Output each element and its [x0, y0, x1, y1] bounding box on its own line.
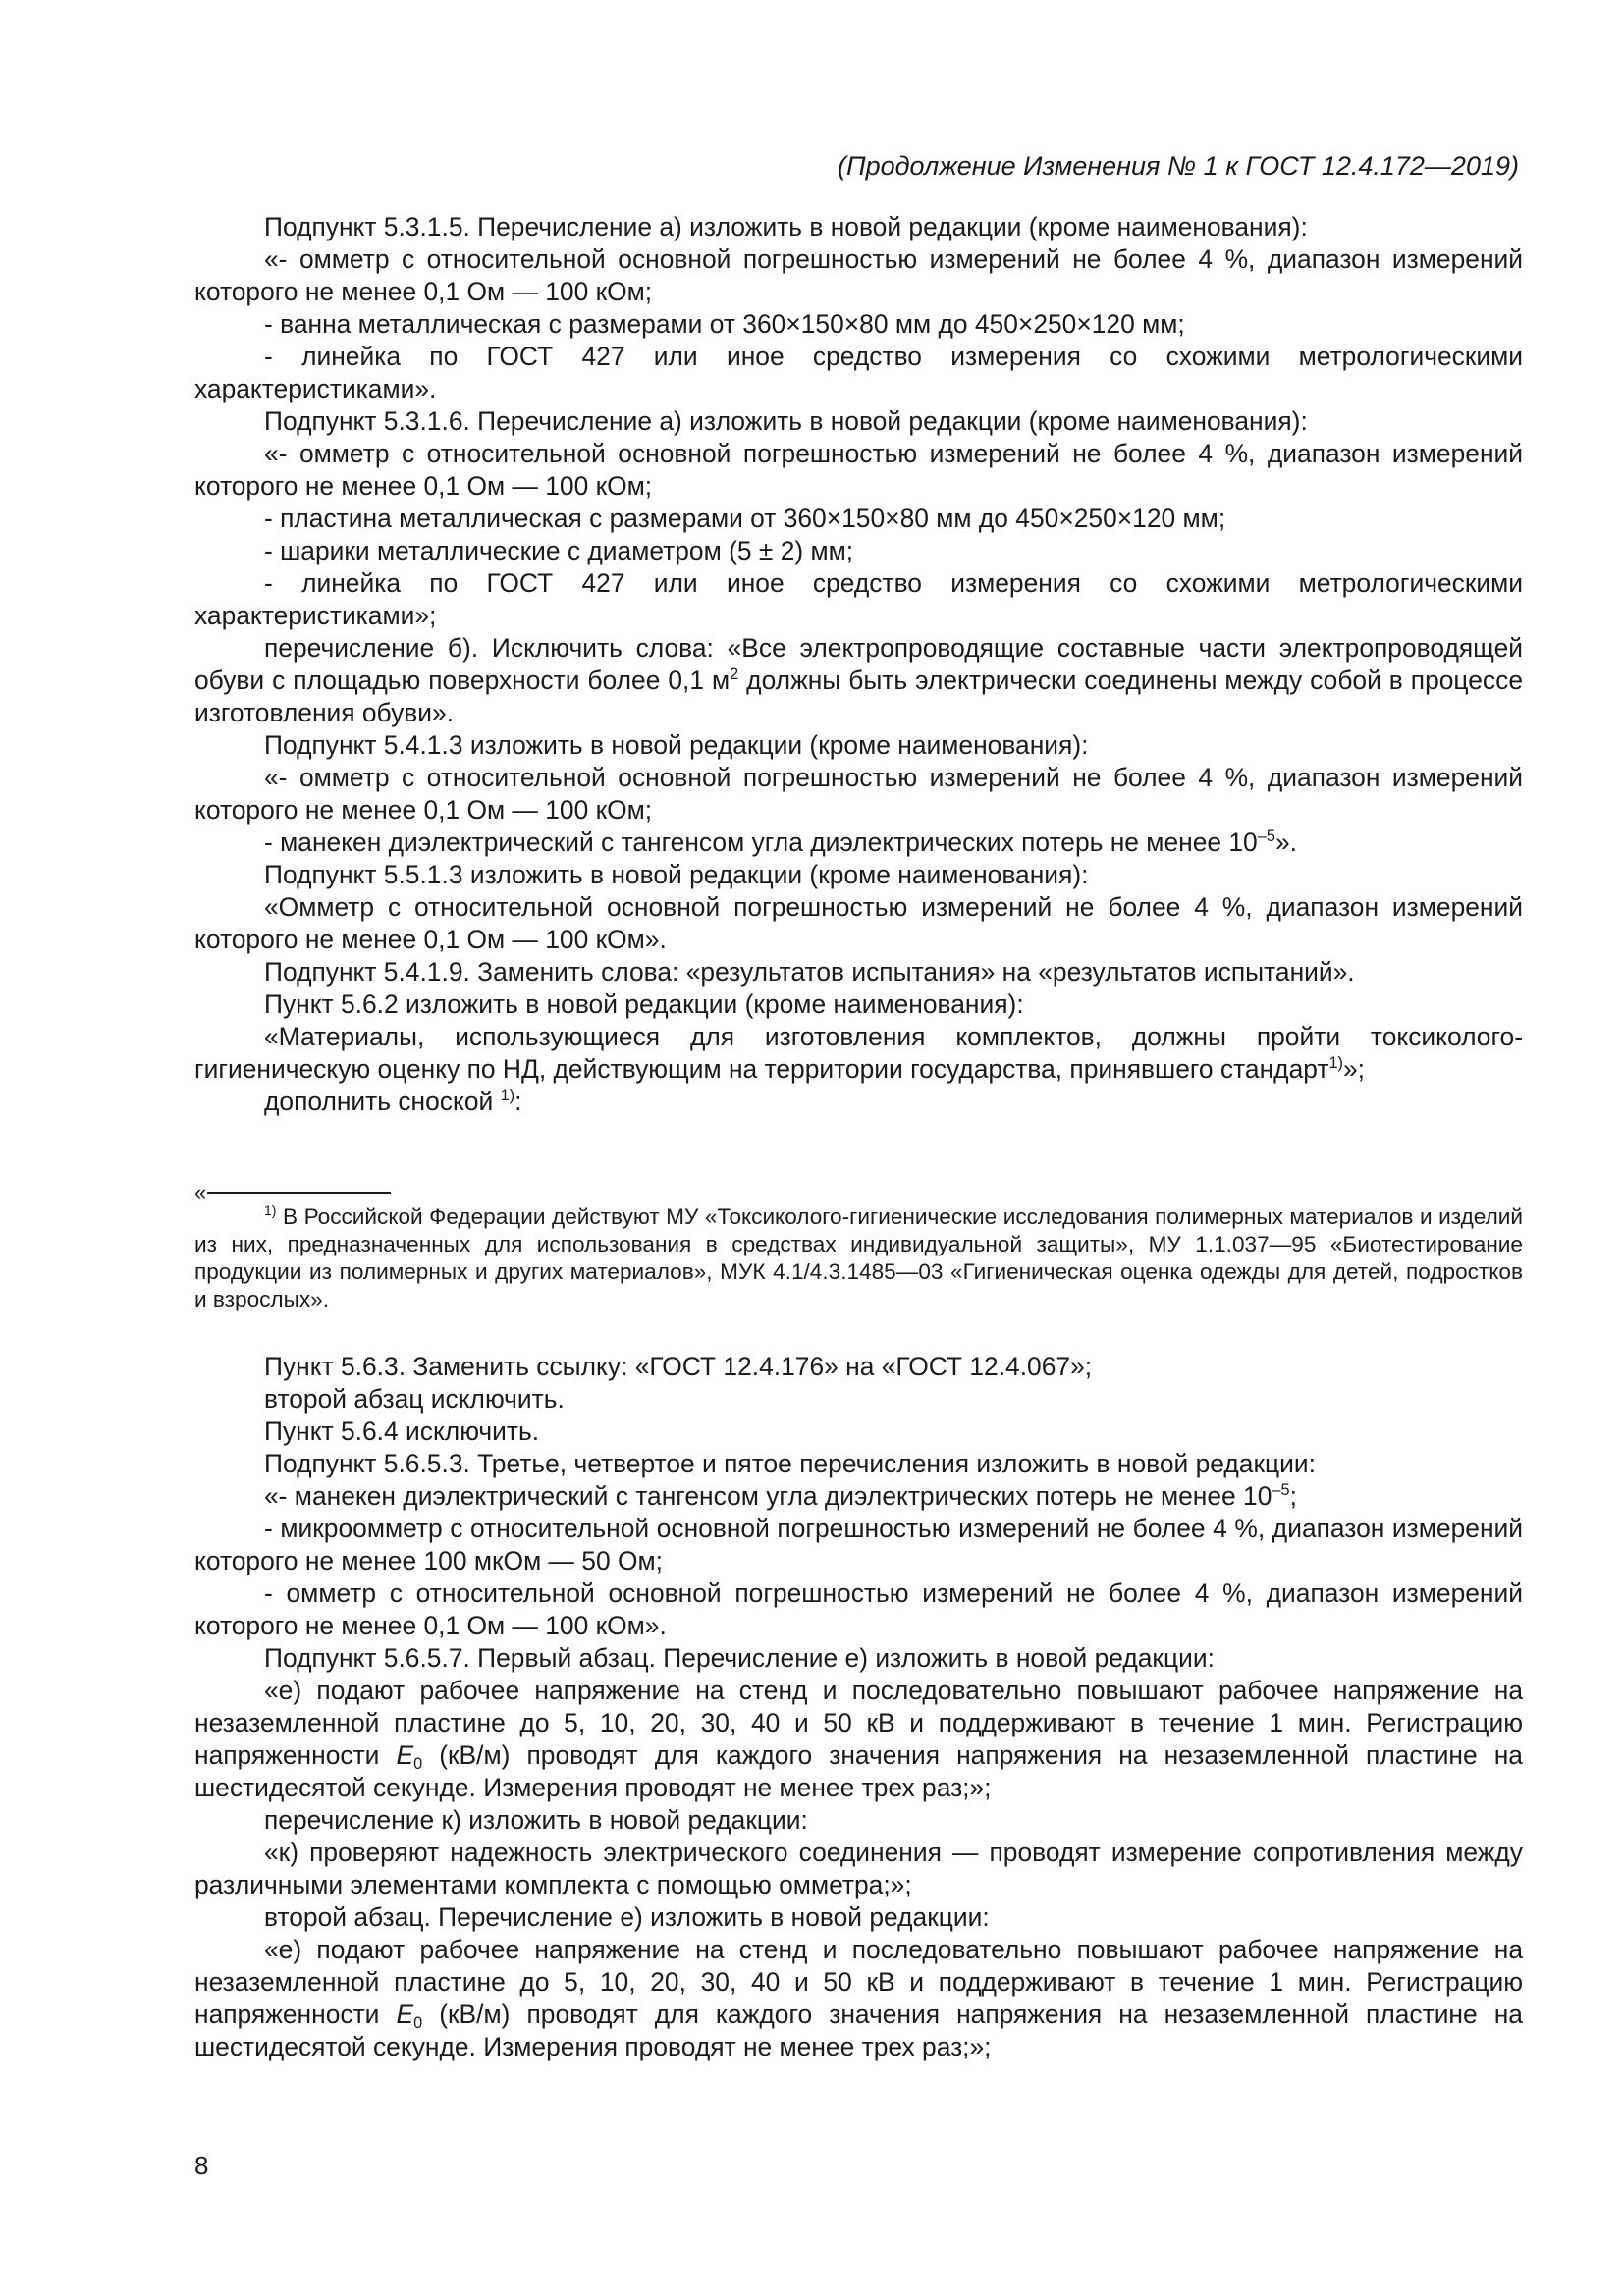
paragraph: - линейка по ГОСТ 427 или иное средство измерения со схожими метрологическими характеристиками». — [194, 342, 1523, 403]
paragraph — [194, 1675, 1523, 1804]
paragraph: второй абзац исключить. — [264, 1384, 565, 1414]
paragraph: Подпункт 5.3.1.5. Перечисление а) изложить в новой редакции (кроме наименования): — [264, 212, 1308, 241]
variable-symbol: E — [396, 1740, 414, 1770]
paragraph: Подпункт 5.5.1.3 изложить в новой редакции (кроме наименования): — [264, 860, 1089, 889]
paragraph: - шарики металлические с диаметром (5 ± 2) мм; — [264, 536, 854, 565]
footnote — [194, 1203, 1523, 1313]
text-run: «е) подают рабочее напряжение на стенд и последовательно повышают рабочее напряжение на незаземленной пластине до 5, 10, 20, 30, 40 и 50 кВ и поддерживают в течение 1 мин. Регистрацию напряженности — [194, 1676, 1523, 1770]
text-run: ». — [1274, 828, 1297, 857]
text-run: »; — [1342, 1054, 1365, 1084]
paragraph: «к) проверяют надежность электрического соединения — проводят измерение сопротивления между различными элементами комплекта с помощью омметра;»; — [194, 1838, 1523, 1899]
running-header: (Продолжение Изменения № 1 к ГОСТ 12.4.172—2019) — [838, 151, 1519, 181]
paragraph: второй абзац. Перечисление е) изложить в новой редакции: — [264, 1902, 990, 1932]
superscript: –5 — [1272, 1480, 1290, 1499]
paragraph: перечисление к) изложить в новой редакции: — [264, 1805, 808, 1835]
footnote-rule — [207, 1192, 391, 1194]
paragraph: Подпункт 5.6.5.7. Первый абзац. Перечисление е) изложить в новой редакции: — [264, 1643, 1215, 1673]
paragraph: - микроомметр с относительной основной погрешностью измерений не более 4 %, диапазон измерений которого не менее 100 мкОм — 50 Ом; — [194, 1514, 1523, 1575]
amendment-text-lower — [194, 1351, 1523, 2063]
text-run: должны быть электрически соединены между собой в процессе изготовления обуви». — [194, 666, 1523, 727]
paragraph: Подпункт 5.6.5.3. Третье, четвертое и пятое перечисления изложить в новой редакции: — [264, 1449, 1316, 1478]
text-run: «- манекен диэлектрический с тангенсом угла диэлектрических потерь не менее 10 — [264, 1481, 1272, 1511]
subscript: 0 — [413, 1755, 423, 1774]
paragraph — [194, 1086, 1523, 1118]
paragraph: Пункт 5.6.3. Заменить ссылку: «ГОСТ 12.4.176» на «ГОСТ 12.4.067»; — [264, 1352, 1093, 1381]
footnote-paragraph — [194, 1203, 1523, 1313]
paragraph: Подпункт 5.4.1.9. Заменить слова: «результатов испытания» на «результатов испытаний». — [264, 957, 1355, 987]
text-run: ; — [1289, 1481, 1297, 1511]
paragraph: Подпункт 5.3.1.6. Перечисление а) изложить в новой редакции (кроме наименования): — [264, 406, 1308, 436]
variable-symbol: E — [396, 2000, 414, 2029]
text-run: «е) подают рабочее напряжение на стенд и последовательно повышают рабочее напряжение на незаземленной пластине до 5, 10, 20, 30, 40 и 50 кВ и поддерживают в течение 1 мин. Регистрацию напряженности — [194, 1935, 1523, 2029]
text-run: дополнить сноской — [264, 1087, 501, 1116]
paragraph: - ванна металлическая с размерами от 360×150×80 мм до 450×250×120 мм; — [264, 309, 1185, 339]
paragraph: Подпункт 5.4.1.3 изложить в новой редакции (кроме наименования): — [264, 730, 1089, 760]
paragraph: - омметр с относительной основной погрешностью измерений не более 4 %, диапазон измерений которого не менее 0,1 Ом — 100 кОм». — [194, 1578, 1523, 1640]
paragraph: «Омметр с относительной основной погрешностью измерений не более 4 %, диапазон измерений которого не менее 0,1 Ом — 100 кОм». — [194, 892, 1523, 954]
text-run: - манекен диэлектрический с тангенсом угла диэлектрических потерь не менее 10 — [264, 828, 1258, 857]
paragraph — [194, 827, 1523, 859]
page-number: 8 — [194, 2151, 209, 2180]
amendment-text-upper — [194, 211, 1523, 1118]
superscript: –5 — [1257, 827, 1275, 845]
paragraph — [194, 1021, 1523, 1086]
paragraph: Пункт 5.6.2 изложить в новой редакции (кроме наименования): — [264, 989, 1024, 1019]
paragraph: «- омметр с относительной основной погрешностью измерений не более 4 %, диапазон измерений которого не менее 0,1 Ом — 100 кОм; — [194, 244, 1523, 306]
paragraph — [194, 1480, 1523, 1513]
footnote-open-quote: « — [194, 1180, 207, 1204]
paragraph — [194, 1934, 1523, 2063]
paragraph: - пластина металлическая с размерами от 360×150×80 мм до 450×250×120 мм; — [264, 504, 1226, 533]
footnote-marker: 1) — [264, 1202, 277, 1219]
footnote-text: В Российской Федерации действуют МУ «Токсиколого-гигиенические исследования полимерных материалов и изделий из них, предназначенных для использования в средствах индивидуальной защиты», МУ 1.1.037—95 «Биотестирование продукции из полимерных и других материалов», МУК 4.1/4.3.1485—03 «Гигиеническая оценка одежды для детей, подростков и взрослых». — [194, 1204, 1523, 1311]
subscript: 0 — [413, 2014, 423, 2033]
text-run: (кВ/м) проводят для каждого значения напряжения на незаземленной пластине на шестидесятой секунде. Измерения проводят не менее трех раз;»; — [194, 1740, 1523, 1802]
text-run: (кВ/м) проводят для каждого значения напряжения на незаземленной пластине на шестидесятой секунде. Измерения проводят не менее трех раз;»; — [194, 2000, 1523, 2061]
footnote-ref: 1) — [500, 1086, 515, 1104]
paragraph: Пункт 5.6.4 исключить. — [264, 1416, 540, 1446]
paragraph: «- омметр с относительной основной погрешностью измерений не более 4 %, диапазон измерений которого не менее 0,1 Ом — 100 кОм; — [194, 439, 1523, 501]
text-run: : — [514, 1087, 522, 1116]
paragraph: - линейка по ГОСТ 427 или иное средство измерения со схожими метрологическими характеристиками»; — [194, 568, 1523, 630]
paragraph — [194, 632, 1523, 729]
text-run: перечисление б). Исключить слова: «Все электропроводящие составные части электропроводящей обуви с площадью поверхности более 0,1 м — [194, 633, 1523, 695]
superscript: 2 — [730, 665, 739, 683]
footnote-ref: 1) — [1328, 1053, 1343, 1072]
text-run: «Материалы, использующиеся для изготовления комплектов, должны пройти токсиколого-гигиеническую оценку по НД, действующим на территории государства, принявшего стандарт — [194, 1022, 1523, 1084]
paragraph: «- омметр с относительной основной погрешностью измерений не более 4 %, диапазон измерений которого не менее 0,1 Ом — 100 кОм; — [194, 763, 1523, 825]
